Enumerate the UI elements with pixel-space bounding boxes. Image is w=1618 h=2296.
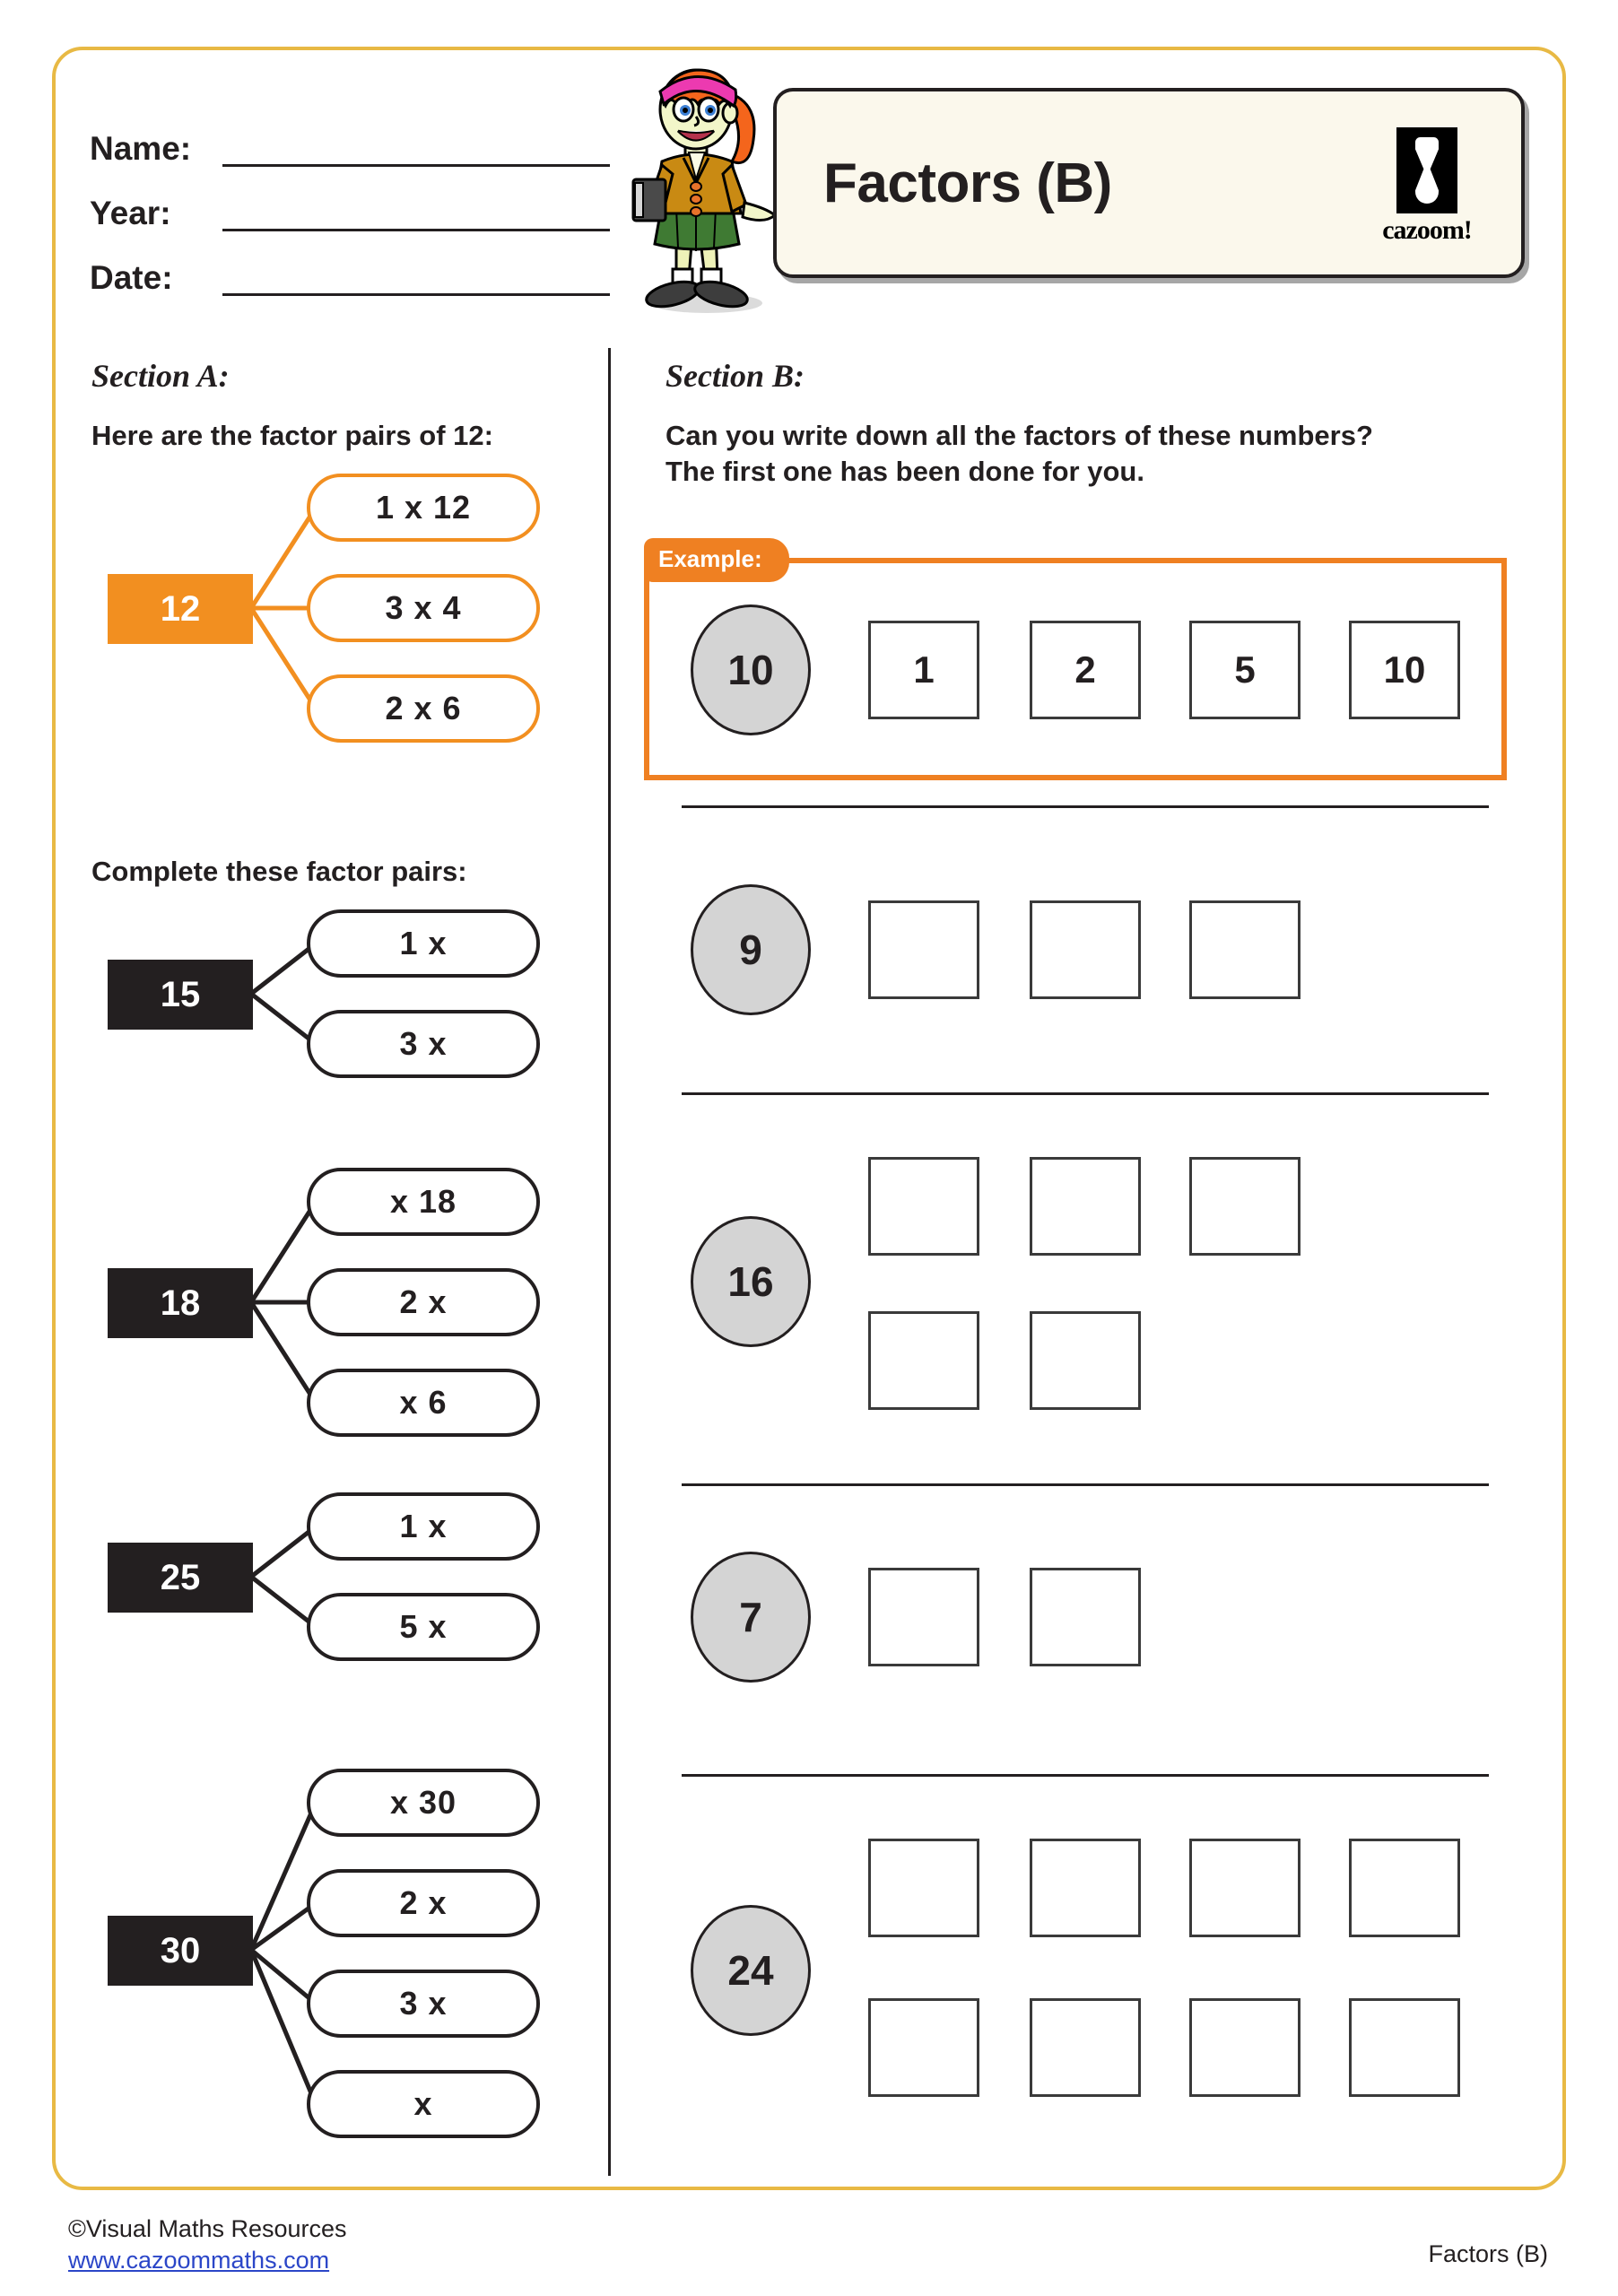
factor-tree-root-30: 30	[108, 1916, 253, 1986]
section-b-heading: Section B:	[665, 358, 805, 394]
answer-box-24-0[interactable]	[868, 1839, 979, 1937]
name-input-line[interactable]	[222, 164, 610, 167]
student-mascot-icon	[606, 54, 786, 316]
question-row-9	[644, 868, 1507, 1030]
answer-box-16-4[interactable]	[1030, 1311, 1141, 1410]
factor-pair-18-0[interactable]: x 18	[307, 1168, 540, 1236]
factor-pair-12-1: 3 x 4	[307, 574, 540, 642]
section-b	[665, 357, 1527, 489]
year-field-row	[90, 170, 610, 235]
logo-wordmark: cazoom!	[1382, 215, 1472, 245]
example-label: Example:	[644, 538, 789, 582]
column-divider	[608, 348, 611, 2176]
factor-pair-30-1[interactable]: 2 x	[307, 1869, 540, 1937]
name-field-row	[90, 106, 610, 170]
example-answer-box-1: 2	[1030, 621, 1141, 719]
hourglass-icon	[1396, 127, 1457, 213]
factor-pair-25-0[interactable]: 1 x	[307, 1492, 540, 1561]
name-label: Name:	[90, 130, 192, 167]
factor-tree-root-15: 15	[108, 960, 253, 1030]
factor-tree-root-12: 12	[108, 574, 253, 644]
factor-tree-root-18: 18	[108, 1268, 253, 1338]
answer-box-16-0[interactable]	[868, 1157, 979, 1256]
section-a	[91, 357, 594, 470]
factor-pair-15-0[interactable]: 1 x	[307, 909, 540, 978]
question-row-24	[644, 1822, 1507, 2127]
row-separator-2	[682, 1092, 1489, 1095]
answer-box-24-7[interactable]	[1349, 1998, 1460, 2097]
answer-box-7-1[interactable]	[1030, 1568, 1141, 1666]
year-label: Year:	[90, 195, 171, 231]
year-input-line[interactable]	[222, 229, 610, 231]
answer-box-24-6[interactable]	[1189, 1998, 1300, 2097]
footer-worksheet-name: Factors (B)	[1428, 2240, 1548, 2267]
question-row-7	[644, 1535, 1507, 1697]
date-field-row	[90, 235, 610, 300]
factor-pair-15-1[interactable]: 3 x	[307, 1010, 540, 1078]
worksheet-title-banner	[773, 88, 1525, 278]
answer-box-16-3[interactable]	[868, 1311, 979, 1410]
factor-tree-18	[91, 1157, 594, 1444]
factor-pair-25-1[interactable]: 5 x	[307, 1593, 540, 1661]
factor-pair-18-2[interactable]: x 6	[307, 1369, 540, 1437]
factor-tree-15	[91, 908, 594, 1078]
example-answer-box-3: 10	[1349, 621, 1460, 719]
factor-pair-18-1[interactable]: 2 x	[307, 1268, 540, 1336]
section-a-instruction: Complete these factor pairs:	[91, 856, 467, 887]
section-a-heading: Section A:	[91, 358, 230, 394]
copyright-text: ©Visual Maths Resources	[68, 2215, 347, 2242]
answer-box-24-2[interactable]	[1189, 1839, 1300, 1937]
factor-tree-example-12	[91, 465, 594, 752]
factor-pair-30-2[interactable]: 3 x	[307, 1970, 540, 2038]
answer-box-24-5[interactable]	[1030, 1998, 1141, 2097]
example-answer-box-0: 1	[868, 621, 979, 719]
question-number-7: 7	[691, 1552, 811, 1683]
factor-pair-12-0: 1 x 12	[307, 474, 540, 542]
section-b-instruction-line1: Can you write down all the factors of these numbers?	[665, 420, 1373, 451]
answer-box-9-1[interactable]	[1030, 900, 1141, 999]
question-number-9: 9	[691, 884, 811, 1015]
answer-box-7-0[interactable]	[868, 1568, 979, 1666]
answer-box-16-1[interactable]	[1030, 1157, 1141, 1256]
row-separator-4	[682, 1774, 1489, 1777]
section-b-example	[644, 538, 1507, 780]
date-label: Date:	[90, 259, 173, 296]
answer-box-9-2[interactable]	[1189, 900, 1300, 999]
answer-box-24-1[interactable]	[1030, 1839, 1141, 1937]
date-input-line[interactable]	[222, 293, 610, 296]
section-a-intro: Here are the factor pairs of 12:	[91, 420, 493, 451]
question-number-24: 24	[691, 1905, 811, 2036]
page-title: Factors (B)	[823, 152, 1112, 214]
website-link[interactable]: www.cazoommaths.com	[68, 2246, 330, 2274]
factor-tree-30	[91, 1756, 594, 2144]
factor-tree-25	[91, 1491, 594, 1661]
student-info-block	[90, 106, 610, 300]
section-b-instruction-line2: The first one has been done for you.	[665, 455, 1144, 487]
question-number-16: 16	[691, 1216, 811, 1347]
answer-box-24-3[interactable]	[1349, 1839, 1460, 1937]
example-number-10: 10	[691, 604, 811, 735]
cazoom-logo	[1374, 127, 1480, 246]
row-separator-3	[682, 1483, 1489, 1486]
factor-pair-30-0[interactable]: x 30	[307, 1769, 540, 1837]
factor-pair-12-2: 2 x 6	[307, 674, 540, 743]
footer-left	[68, 2213, 347, 2275]
answer-box-24-4[interactable]	[868, 1998, 979, 2097]
answer-box-9-0[interactable]	[868, 900, 979, 999]
answer-box-16-2[interactable]	[1189, 1157, 1300, 1256]
example-answer-box-2: 5	[1189, 621, 1300, 719]
row-separator-1	[682, 805, 1489, 808]
factor-tree-root-25: 25	[108, 1543, 253, 1613]
factor-pair-30-3[interactable]: x	[307, 2070, 540, 2138]
question-row-16	[644, 1141, 1507, 1428]
